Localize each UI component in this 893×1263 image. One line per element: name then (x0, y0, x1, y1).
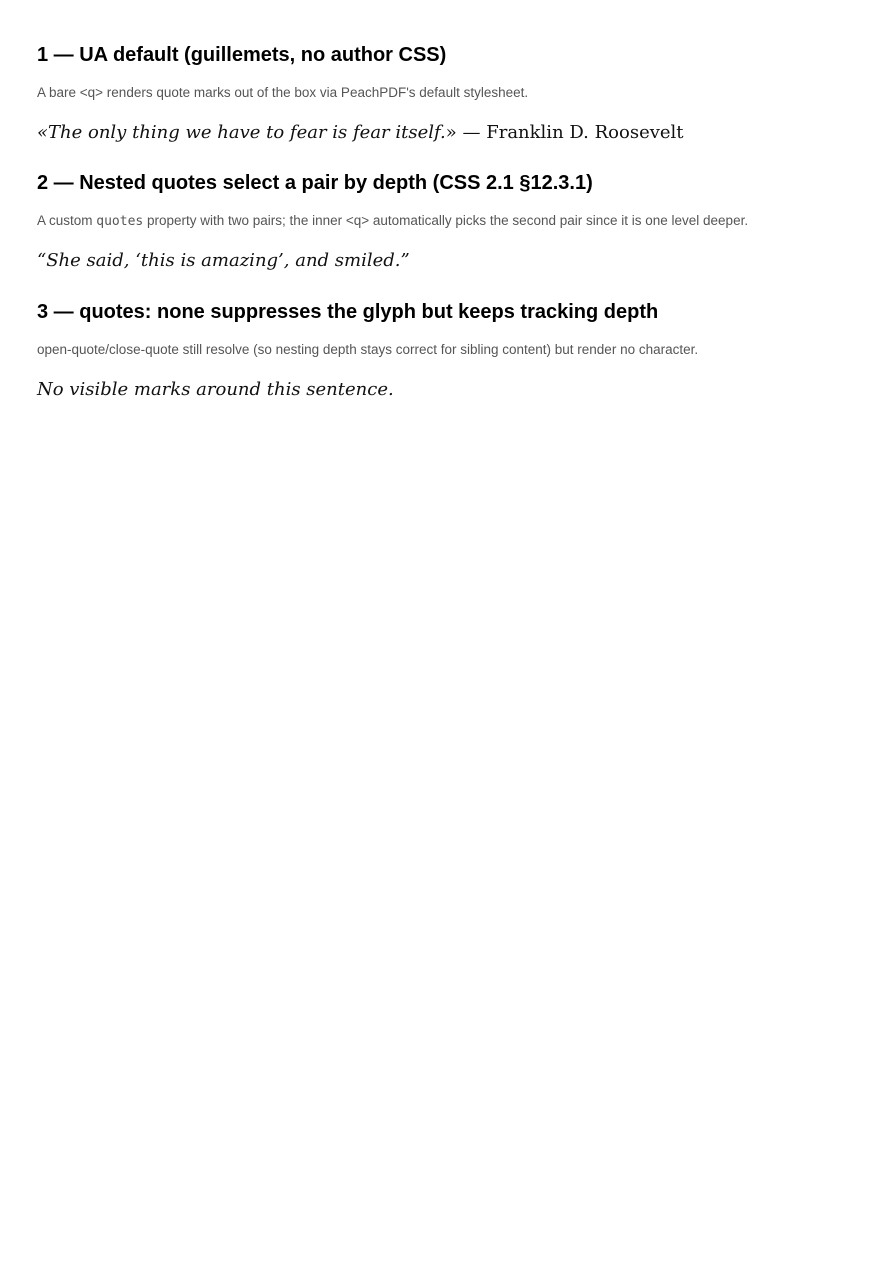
section-heading: 1 — UA default (guillemets, no author CSS) (37, 44, 447, 66)
section-description: open-quote/close-quote still resolve (so nesting depth stays correct for sibling content) but render no character. (37, 342, 699, 357)
description-code: quotes (96, 214, 144, 229)
description-text: A custom (37, 213, 97, 228)
section-description (37, 212, 748, 231)
quote-text: The only thing we have to fear is fear itself. (48, 122, 446, 143)
section-heading: 2 — Nested quotes select a pair by depth (CSS 2.1 §12.3.1) (37, 172, 593, 194)
quote-close-mark: » (445, 122, 457, 143)
quote-attribution: — Franklin D. Roosevelt (456, 122, 684, 143)
quote-example: No visible marks around this sentence. (37, 379, 394, 400)
description-text: property with two pairs; the inner <q> automatically picks the second pair since it is one level deeper. (143, 213, 749, 228)
quote-example (37, 121, 684, 145)
section-heading: 3 — quotes: none suppresses the glyph but keeps tracking depth (37, 301, 659, 323)
section-description: A bare <q> renders quote marks out of the box via PeachPDF's default stylesheet. (37, 85, 529, 100)
quote-example: “She said, ‘this is amazing’, and smiled.” (37, 250, 410, 271)
quote-open-mark: « (37, 122, 49, 143)
